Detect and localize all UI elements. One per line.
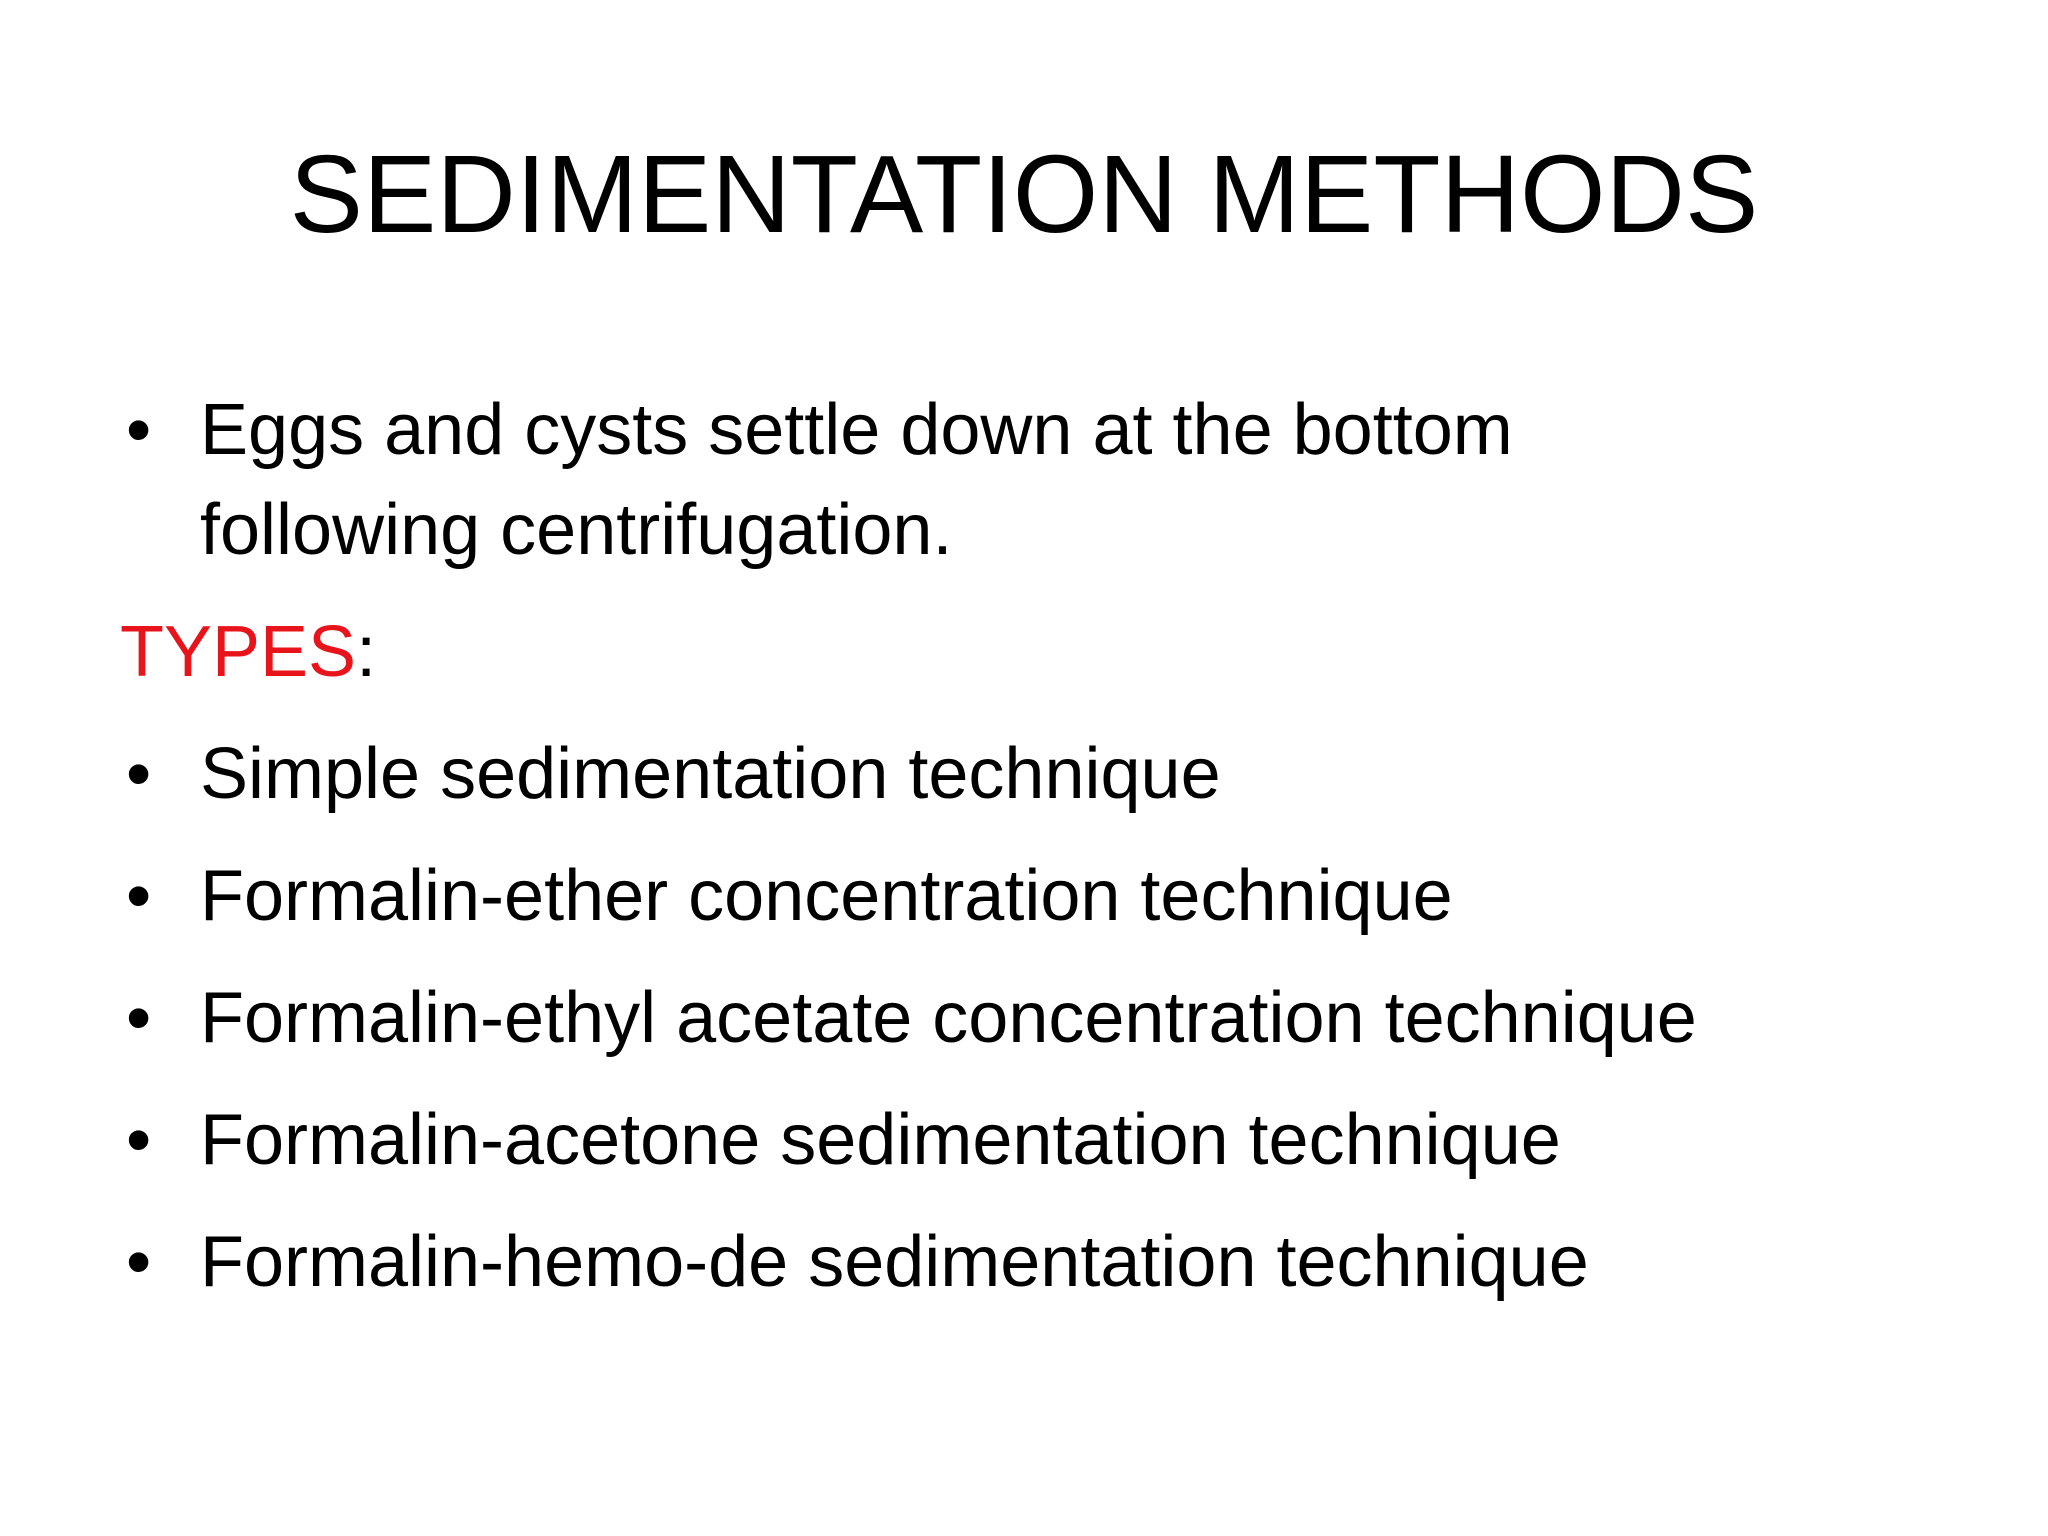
type-item-text: Simple sedimentation technique [200, 734, 1221, 814]
bullet-dot-icon: • [126, 390, 152, 470]
bullet-dot-icon: • [126, 1100, 152, 1180]
type-item-text: Formalin-ethyl acetate concentration technique [200, 978, 1697, 1058]
types-label: TYPES [120, 612, 357, 692]
types-colon: : [356, 612, 377, 692]
slide-content [120, 380, 1980, 1334]
type-item-text: Formalin-hemo-de sedimentation technique [200, 1222, 1589, 1302]
types-heading [120, 602, 1980, 702]
type-item-formalin-ether [120, 846, 1980, 946]
intro-bullet [120, 380, 1980, 580]
type-item-simple [120, 724, 1980, 824]
type-item-formalin-acetone [120, 1090, 1980, 1190]
type-item-formalin-ethyl-acetate [120, 968, 1980, 1068]
type-item-formalin-hemo-de [120, 1212, 1980, 1312]
type-item-text: Formalin-acetone sedimentation technique [200, 1100, 1561, 1180]
bullet-dot-icon: • [126, 734, 152, 814]
intro-text: Eggs and cysts settle down at the bottom following centrifugation. [200, 390, 1513, 570]
bullet-dot-icon: • [126, 856, 152, 936]
bullet-dot-icon: • [126, 1222, 152, 1302]
type-item-text: Formalin-ether concentration technique [200, 856, 1453, 936]
bullet-dot-icon: • [126, 978, 152, 1058]
slide-title: SEDIMENTATION METHODS [289, 133, 1759, 256]
